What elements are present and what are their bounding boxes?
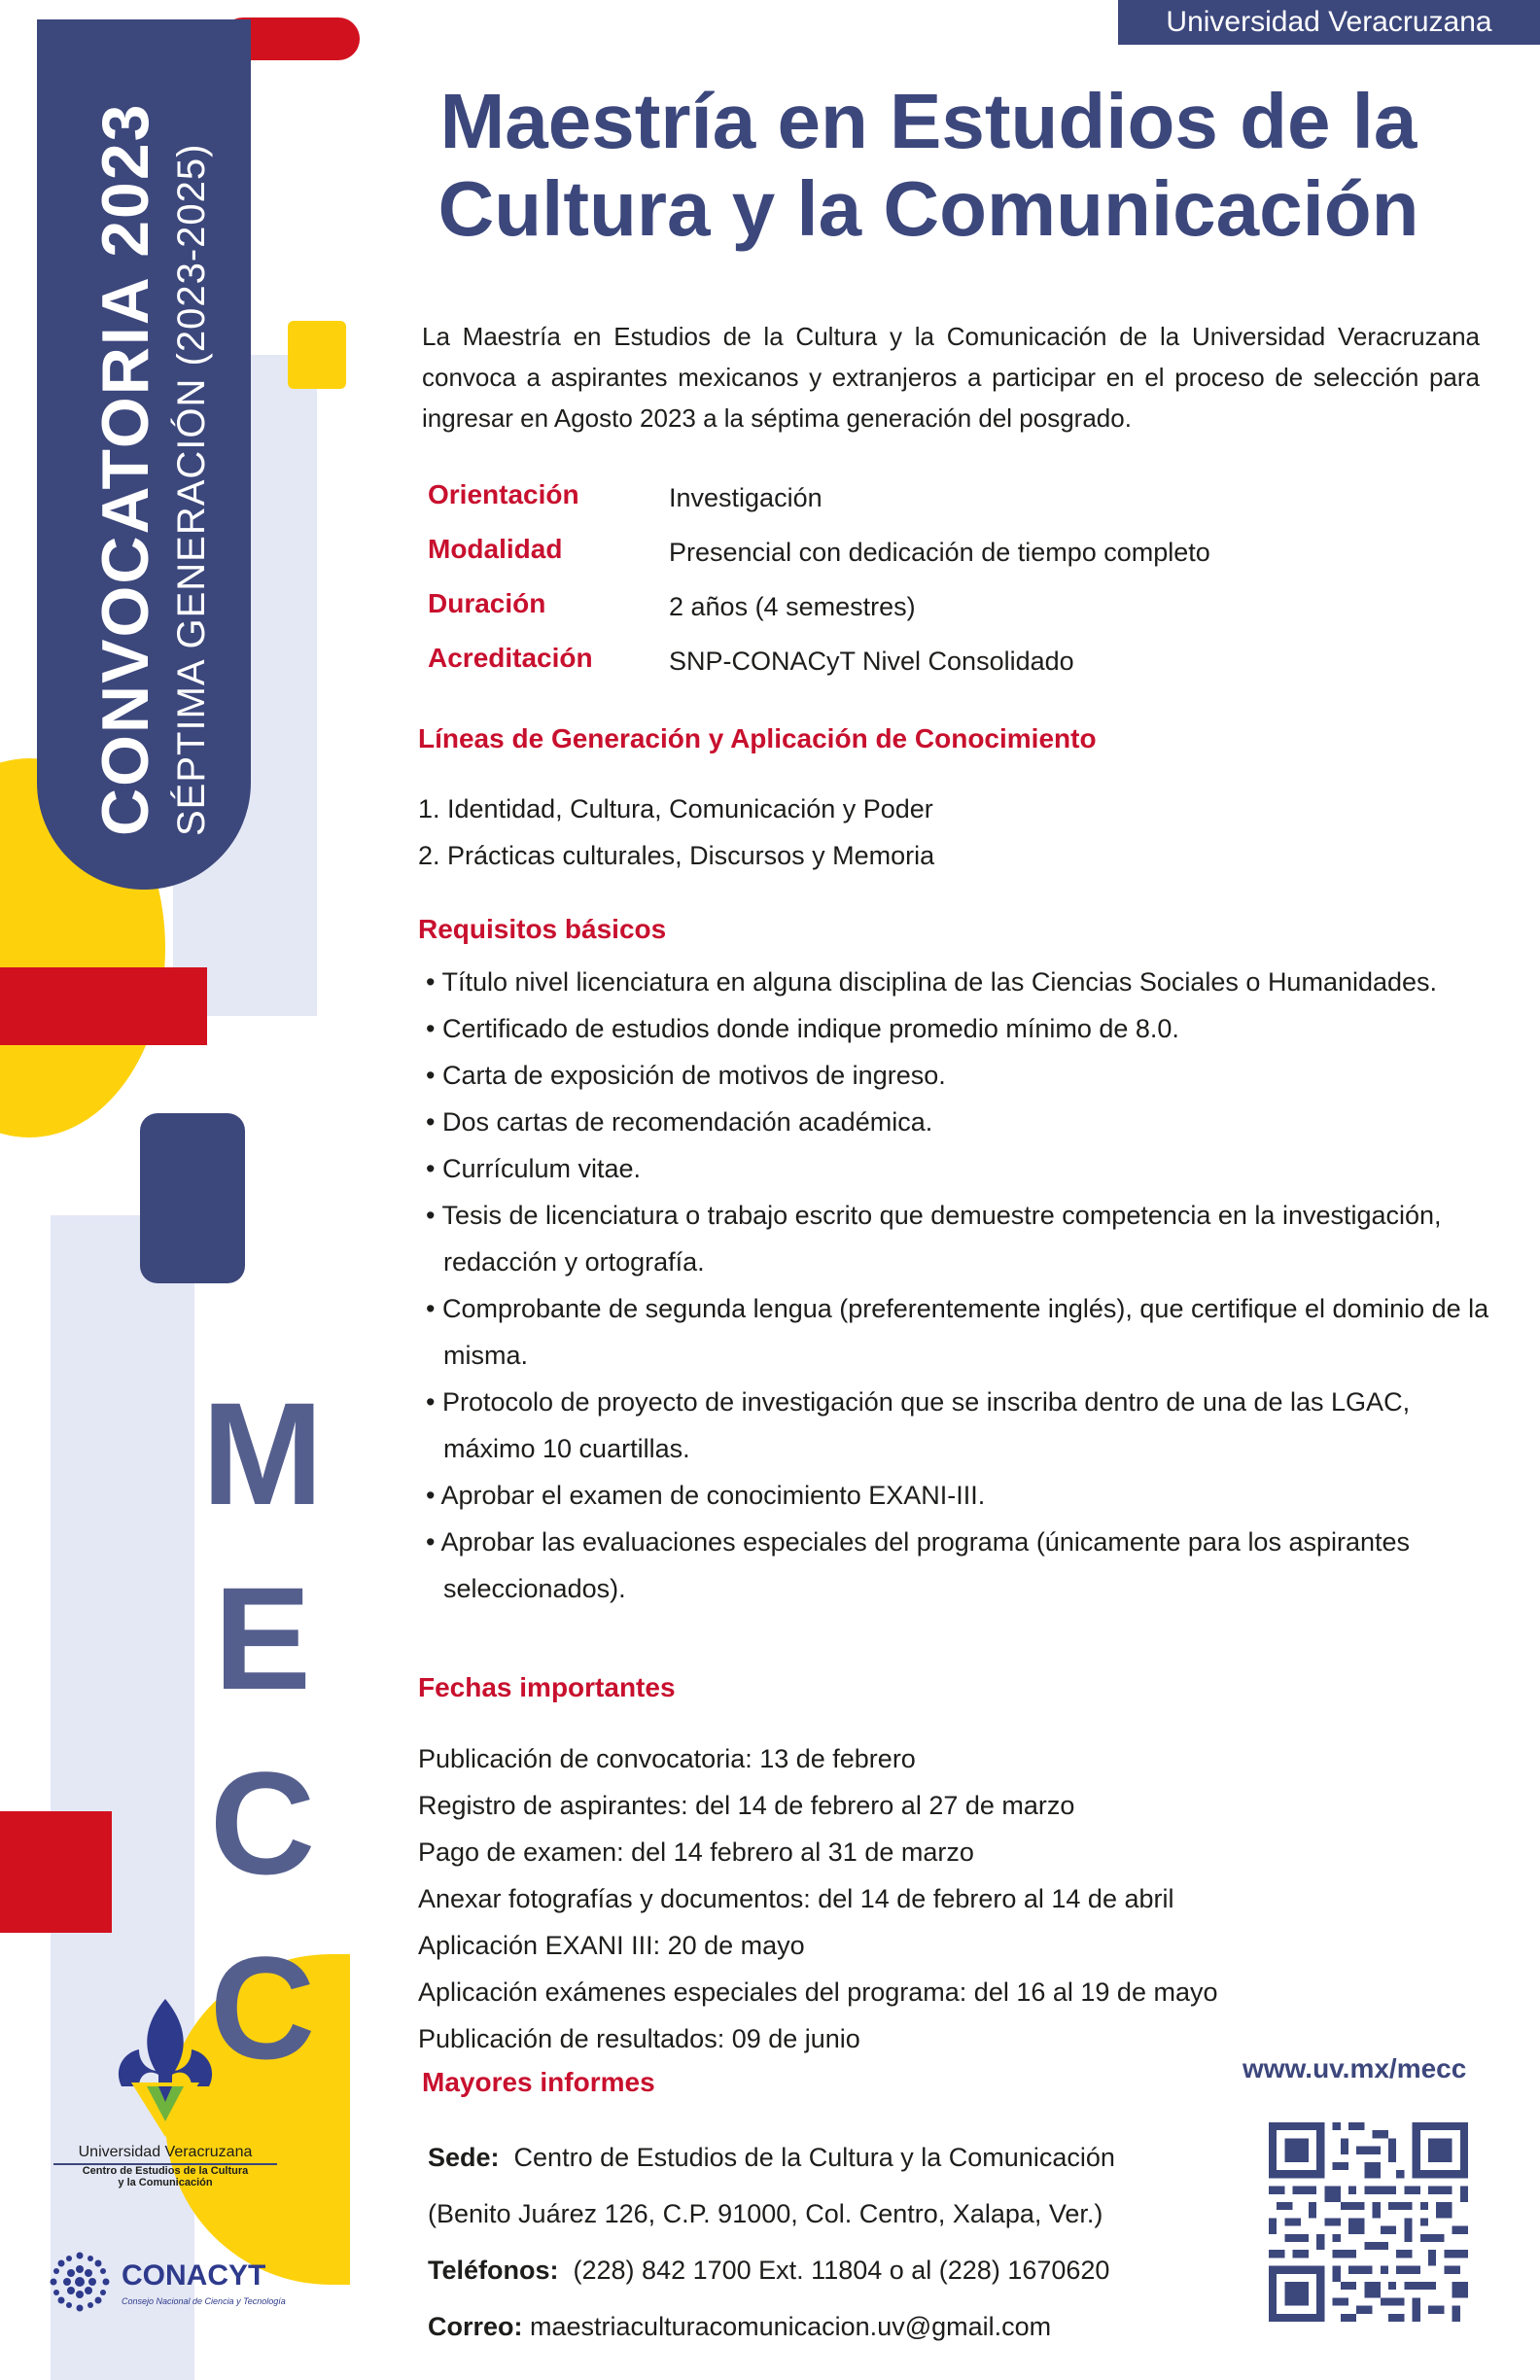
page-title <box>360 78 1497 253</box>
info-row <box>428 588 1497 643</box>
decor-red-bar <box>0 967 207 1045</box>
sede-label: Sede: <box>428 2143 500 2172</box>
requisitos-list <box>418 959 1497 1612</box>
qr-code-icon[interactable] <box>1269 2122 1468 2322</box>
informes-heading: Mayores informes <box>422 2067 655 2097</box>
fleur-de-lis-icon <box>53 1993 277 2139</box>
uv-logo <box>53 1993 277 2188</box>
list-item: Pago de examen: del 14 febrero al 31 de marzo <box>418 1838 974 1867</box>
title-line-2: Cultura y la Comunicación <box>438 165 1419 252</box>
info-row <box>428 479 1497 534</box>
decor-red-square <box>0 1811 112 1933</box>
list-item: Aplicación EXANI III: 20 de mayo <box>418 1931 805 1960</box>
email-value[interactable]: maestriaculturacomunicacion.uv@gmail.com <box>530 2312 1052 2341</box>
list-item: • Comprobante de segunda lengua (preferentemente inglés), que certifique el dominio de la misma. <box>426 1294 1489 1370</box>
info-label: Orientación <box>428 479 579 509</box>
website-link[interactable]: www.uv.mx/mecc <box>1242 2053 1467 2083</box>
list-item: • Currículum vitae. <box>426 1154 642 1183</box>
email-label: Correo: <box>428 2312 523 2341</box>
mecc-letter: E <box>213 1557 312 1720</box>
list-item: • Carta de exposición de motivos de ingreso. <box>426 1061 946 1090</box>
contact-info <box>428 2129 1115 2355</box>
fechas-list <box>418 1735 1218 2062</box>
list-item: 1. Identidad, Cultura, Comunicación y Poder <box>418 794 933 823</box>
info-label: Acreditación <box>428 643 593 673</box>
list-item: Anexar fotografías y documentos: del 14 de febrero al 14 de abril <box>418 1884 1174 1913</box>
phone-label: Teléfonos: <box>428 2256 559 2285</box>
mecc-letter: C <box>209 1741 316 1905</box>
mecc-letter: C <box>209 1926 316 2089</box>
program-info <box>428 479 1497 697</box>
info-value: Presencial con dedicación de tiempo completo <box>669 538 1210 567</box>
conacyt-name: CONACYT <box>122 2259 266 2292</box>
sede-line <box>428 2129 1115 2186</box>
info-row <box>428 534 1497 588</box>
list-item: • Dos cartas de recomendación académica. <box>426 1107 933 1137</box>
requisitos-heading: Requisitos básicos <box>418 914 667 944</box>
list-item: Aplicación exámenes especiales del programa: del 16 al 19 de mayo <box>418 1978 1218 2007</box>
info-row <box>428 643 1497 697</box>
lgac-heading: Líneas de Generación y Aplicación de Conocimiento <box>418 723 1097 753</box>
email-line <box>428 2298 1115 2355</box>
list-item: • Título nivel licenciatura en alguna disciplina de las Ciencias Sociales o Humanidades. <box>426 967 1438 997</box>
uv-logo-center-line1: Centro de Estudios de la Cultura <box>82 2165 249 2177</box>
sede-value: Centro de Estudios de la Cultura y la Comunicación <box>513 2143 1115 2172</box>
list-item: • Protocolo de proyecto de investigación que se inscriba dentro de una de las LGAC, máximo 10 cuartillas. <box>426 1387 1411 1463</box>
convocatoria-title: CONVOCATORIA 2023 <box>88 102 162 836</box>
address-line: (Benito Juárez 126, C.P. 91000, Col. Centro, Xalapa, Ver.) <box>428 2199 1103 2228</box>
conacyt-subtitle: Consejo Nacional de Ciencia y Tecnología <box>122 2296 286 2306</box>
conacyt-dots-icon <box>44 2246 116 2318</box>
uv-logo-name: Universidad Veracruzana <box>53 2144 277 2165</box>
lgac-list <box>418 786 934 879</box>
mecc-letter: M <box>201 1372 324 1535</box>
decor-yellow-square <box>288 321 346 389</box>
list-item: • Aprobar las evaluaciones especiales del programa (únicamente para los aspirantes seleccionados). <box>426 1527 1411 1603</box>
info-value: Investigación <box>669 483 822 512</box>
decor-navy-pill <box>140 1113 245 1283</box>
info-value: SNP-CONACyT Nivel Consolidado <box>669 647 1074 676</box>
info-label: Duración <box>428 588 546 618</box>
list-item: • Certificado de estudios donde indique promedio mínimo de 8.0. <box>426 1014 1179 1043</box>
intro-paragraph: La Maestría en Estudios de la Cultura y la Comunicación de la Universidad Veracruzana convoca a aspirantes mexicanos y extranjeros a participar en el proceso de selección para ingresar en Agosto 2023 a la séptima generación del posgrado. <box>422 322 1480 433</box>
list-item: Publicación de resultados: 09 de junio <box>418 2024 860 2053</box>
title-line-1: Maestría en Estudios de la <box>439 78 1418 164</box>
list-item: Publicación de convocatoria: 13 de febrero <box>418 1744 916 1773</box>
decor-light-block-bottom <box>51 1215 194 2380</box>
university-bar: Universidad Veracruzana <box>1118 0 1540 45</box>
list-item: 2. Prácticas culturales, Discursos y Memoria <box>418 841 935 870</box>
list-item: Registro de aspirantes: del 14 de febrero al 27 de marzo <box>418 1791 1075 1820</box>
phone-value: (228) 842 1700 Ext. 11804 o al (228) 1670620 <box>573 2256 1110 2285</box>
phone-line <box>428 2242 1115 2298</box>
list-item: • Tesis de licenciatura o trabajo escrito que demuestre competencia en la investigación, redacción y ortografía. <box>426 1201 1442 1277</box>
fechas-heading: Fechas importantes <box>418 1672 676 1702</box>
list-item: • Aprobar el examen de conocimiento EXANI-III. <box>426 1481 986 1510</box>
generacion-subtitle: SÉPTIMA GENERACIÓN (2023-2025) <box>170 143 213 836</box>
info-label: Modalidad <box>428 534 563 564</box>
mecc-wordmark <box>190 1361 335 2100</box>
info-value: 2 años (4 semestres) <box>669 592 916 621</box>
uv-logo-center-line2: y la Comunicación <box>118 2177 213 2188</box>
